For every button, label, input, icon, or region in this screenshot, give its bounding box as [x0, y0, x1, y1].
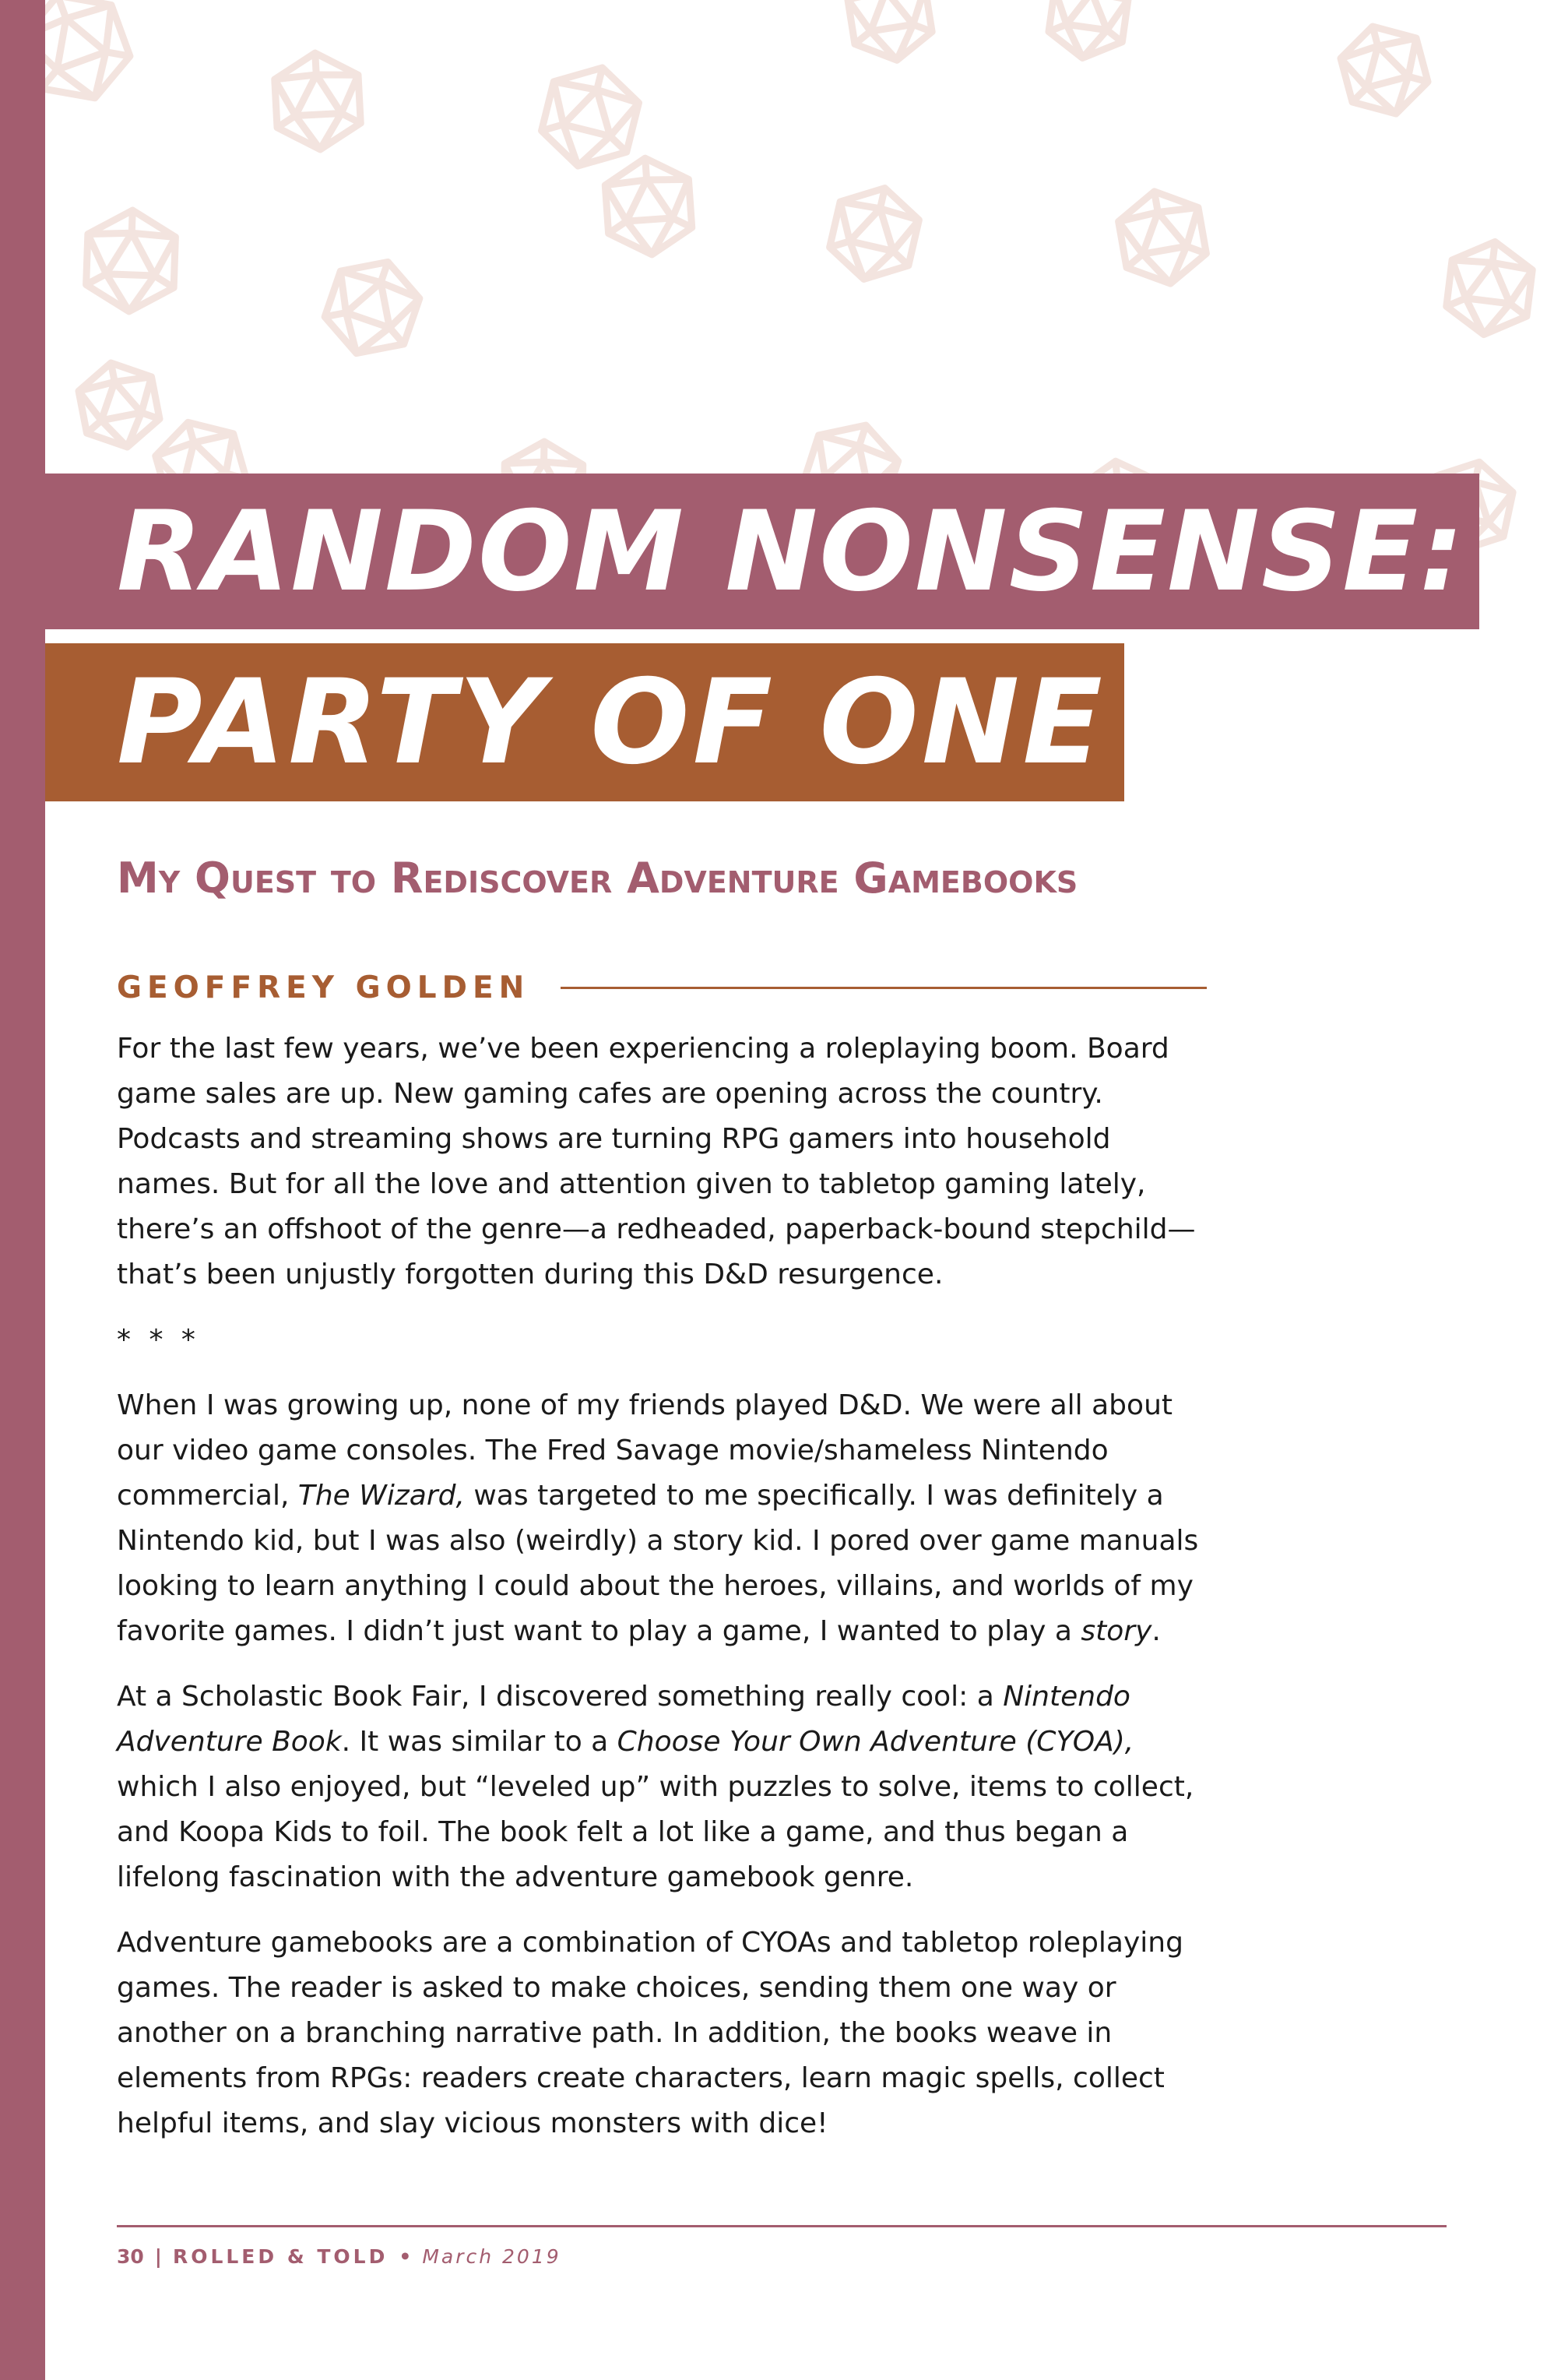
article-subtitle: My Quest to Rediscover Adventure Gamebooks — [117, 854, 1078, 903]
article-body — [117, 1026, 1199, 2167]
paragraph-1: For the last few years, we’ve been experiencing a roleplaying boom. Board game sales are up. New gaming cafes are opening across the country. Podcasts and streaming shows are turning RPG gamers into household names. But for all the love and attention given to tabletop gaming lately, there’s an offshoot of the genre—a redheaded, paperback-bound stepchild—that’s been unjustly forgotten during this D&D resurgence. — [117, 1033, 1196, 1290]
d20-die-icon — [844, 0, 935, 66]
paragraph-2: When I was growing up, none of my friends played D&D. We were all about our video game consoles. The Fred Savage movie/shameless Nintendo commercial, The Wizard, was targeted to me specifically. I was definitely a Nintendo kid, but I was also (weirdly) a story kid. I pored over game manuals looking to learn anything I could about the heroes, villains, and worlds of my favorite games. I didn’t just want to play a game, I wanted to play a story. — [117, 1389, 1199, 1647]
d20-die-icon — [603, 155, 694, 257]
magazine-name: ROLLED & TOLD — [172, 2245, 389, 2268]
title-line1: RANDOM NONSENSE: — [117, 487, 1465, 616]
title-line2: PARTY OF ONE — [117, 654, 1106, 790]
left-accent-bar — [0, 0, 45, 2380]
paragraph-4: Adventure gamebooks are a combination of CYOAs and tabletop roleplaying games. The reader is asked to make choices, sending them one way or another on a branching narrative path. In addition, the books weave in elements from RPGs: readers create characters, learn magic spells, collect helpful items, and slay vicious monsters with dice! — [117, 1927, 1183, 2139]
author-byline: GEOFFREY GOLDEN — [117, 970, 530, 1005]
footer-separator: | — [154, 2245, 162, 2268]
d20-die-icon — [75, 356, 164, 454]
d20-die-icon — [273, 51, 362, 151]
title-banner-line1 — [45, 474, 1479, 629]
page-number: 30 — [117, 2245, 144, 2268]
d20-die-icon — [45, 0, 139, 114]
byline-divider — [561, 987, 1207, 989]
d20-die-icon — [1443, 237, 1535, 340]
footer-divider — [117, 2225, 1447, 2227]
footer-bullet: • — [399, 2245, 412, 2268]
d20-die-icon — [536, 57, 645, 176]
page-footer — [117, 2245, 561, 2268]
d20-die-icon — [824, 179, 924, 288]
section-separator: * * * — [117, 1324, 200, 1356]
paragraph-3: At a Scholastic Book Fair, I discovered something really cool: a Nintendo Adventure Book. It was similar to a Choose Your Own Adventure (CYOA), which I also enjoyed, but “leveled up” with puzzles to solve, items to collect, and Koopa Kids to foil. The book felt a lot like a game, and thus began a lifelong fascination with the adventure gamebook genre. — [117, 1681, 1194, 1893]
d20-die-icon — [1334, 16, 1433, 124]
d20-die-icon — [1046, 0, 1131, 63]
title-banner-line2 — [45, 643, 1124, 801]
d20-die-icon — [85, 209, 176, 313]
d20-die-icon — [317, 248, 427, 367]
issue-date: March 2019 — [422, 2245, 561, 2268]
byline-row — [117, 966, 1207, 1009]
d20-die-icon — [1114, 185, 1210, 290]
